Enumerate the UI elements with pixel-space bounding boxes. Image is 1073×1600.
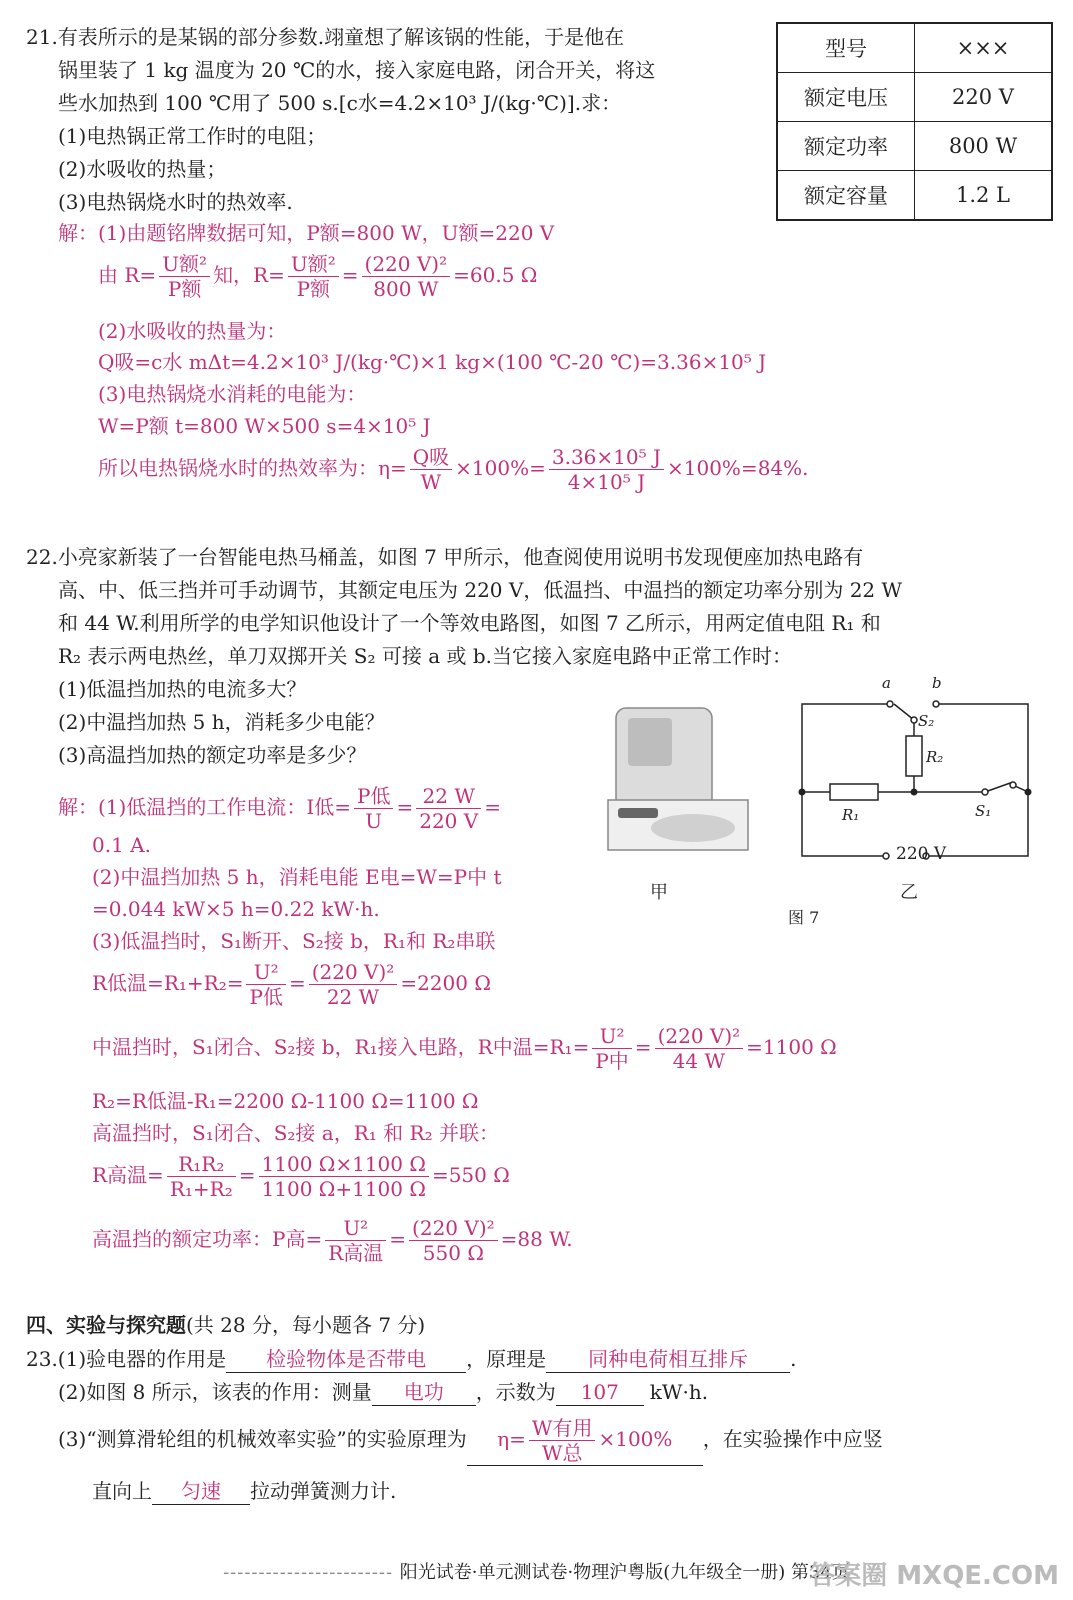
answer-blank: 电功 bbox=[372, 1379, 476, 1406]
voltage-label: 220 V bbox=[896, 844, 947, 864]
fraction-num: W有用 bbox=[529, 1416, 596, 1441]
table-cell: 额定电压 bbox=[777, 73, 915, 122]
q21-answer-1: 解：(1)由题铭牌数据可知，P额=800 W，U额=220 V bbox=[58, 221, 555, 245]
q21-line2: 锅里装了 1 kg 温度为 20 ℃的水，接入家庭电路，闭合开关，将这 bbox=[58, 58, 656, 82]
parameter-table bbox=[776, 22, 1053, 221]
text: = bbox=[396, 795, 414, 819]
table-cell: 1.2 L bbox=[915, 171, 1053, 221]
wire-left bbox=[802, 704, 890, 856]
fraction bbox=[410, 445, 452, 494]
text: 所以电热锅烧水时的热效率为：η= bbox=[98, 456, 407, 480]
text: = bbox=[341, 263, 359, 287]
fraction-num: Q吸 bbox=[410, 445, 452, 470]
label-a: a bbox=[882, 674, 891, 692]
q23-part4 bbox=[92, 1478, 396, 1505]
footer-text: 阳光试卷·单元测试卷·物理沪粤版(九年级全一册) 第34页 bbox=[399, 1562, 850, 1583]
fraction-num: (220 V)² bbox=[409, 1216, 498, 1241]
fraction-den: 800 W bbox=[373, 277, 439, 301]
section-note: (共 28 分，每小题各 7 分) bbox=[186, 1313, 426, 1337]
table-row bbox=[777, 23, 1052, 73]
table-cell: 额定容量 bbox=[777, 171, 915, 221]
table-cell: 型号 bbox=[777, 23, 915, 73]
s2-blade bbox=[894, 704, 914, 720]
terminal-a bbox=[887, 701, 893, 707]
text: kW·h. bbox=[649, 1380, 709, 1404]
table-cell: 220 V bbox=[915, 73, 1053, 122]
s1-contact bbox=[1010, 782, 1016, 788]
fraction-num: (220 V)² bbox=[362, 252, 451, 277]
q22-answer-7 bbox=[92, 1024, 837, 1073]
fraction-den: P额 bbox=[167, 277, 202, 301]
q22-answer-8: R₂=R低温-R₁=2200 Ω-1100 Ω=1100 Ω bbox=[92, 1089, 479, 1113]
table-row bbox=[777, 171, 1052, 221]
q23-part1 bbox=[26, 1346, 797, 1373]
fraction bbox=[167, 1152, 236, 1201]
terminal-b bbox=[933, 701, 939, 707]
q21-sub1: (1)电热锅正常工作时的电阻； bbox=[58, 124, 327, 148]
figure-label-jia: 甲 bbox=[650, 882, 668, 903]
q22-line3: 和 44 W.利用所学的电学知识他设计了一个等效电路图，如图 7 乙所示，用两定值电阻 R₁ 和 bbox=[58, 611, 881, 635]
q22-answer-10 bbox=[92, 1152, 510, 1201]
resistor-r2 bbox=[906, 736, 922, 776]
q22-line4: R₂ 表示两电热丝，单刀双掷开关 S₂ 可接 a 或 b.当它接入家庭电路中正常工作时： bbox=[58, 644, 793, 668]
label-s1: S₁ bbox=[975, 802, 992, 820]
fraction bbox=[246, 960, 285, 1009]
fraction bbox=[309, 960, 398, 1009]
fraction-den: P低 bbox=[249, 985, 283, 1009]
s2-pivot bbox=[911, 717, 917, 723]
fraction-num: 1100 Ω×1100 Ω bbox=[259, 1152, 429, 1177]
answer-blank: 同种电荷相互排斥 bbox=[546, 1346, 790, 1373]
toilet-seat-photo bbox=[598, 700, 758, 855]
text: = bbox=[389, 1227, 407, 1251]
text: (3)“测算滑轮组的机械效率实验”的实验原理为 bbox=[58, 1427, 467, 1451]
label-s2: S₂ bbox=[918, 712, 935, 730]
text: ×100%= bbox=[455, 456, 546, 480]
fraction-den: 550 Ω bbox=[422, 1241, 484, 1265]
label-r2: R₂ bbox=[926, 748, 944, 766]
fraction-den: W总 bbox=[541, 1441, 583, 1465]
footer-rule: ------------------------ bbox=[223, 1562, 400, 1583]
text: 23.(1)验电器的作用是 bbox=[26, 1347, 227, 1371]
s1-pivot bbox=[982, 789, 988, 795]
q21-sub2: (2)水吸收的热量； bbox=[58, 157, 227, 181]
fraction-den: P额 bbox=[296, 277, 331, 301]
fraction-num: U额² bbox=[159, 252, 210, 277]
fraction-den: 1100 Ω+1100 Ω bbox=[261, 1177, 426, 1201]
fraction bbox=[655, 1024, 744, 1073]
fraction-den: 44 W bbox=[672, 1049, 726, 1073]
fraction bbox=[416, 784, 481, 833]
text: =2200 Ω bbox=[400, 971, 491, 995]
fraction-num: U² bbox=[592, 1024, 631, 1049]
fraction bbox=[409, 1216, 498, 1265]
q21-answer-5: (3)电热锅烧水消耗的电能为： bbox=[98, 382, 367, 406]
control-bar bbox=[618, 808, 658, 818]
s1-blade bbox=[985, 782, 1013, 792]
q22-answer-9: 高温挡时，S₁闭合、S₂接 a，R₁ 和 R₂ 并联： bbox=[92, 1121, 499, 1145]
figure-label-yi: 乙 bbox=[900, 882, 918, 903]
watermark: 答案圈 MXQE.COM bbox=[809, 1561, 1059, 1591]
text: ×100%=84%. bbox=[667, 456, 809, 480]
junction-left bbox=[799, 789, 806, 796]
fraction-num: U额² bbox=[288, 252, 339, 277]
text: ，原理是 bbox=[466, 1347, 547, 1371]
q22-answer-5: (3)低温挡时，S₁断开、S₂接 b，R₁和 R₂串联 bbox=[92, 929, 496, 953]
table-cell: 额定功率 bbox=[777, 122, 915, 171]
fraction-den: W bbox=[420, 470, 442, 494]
label-b: b bbox=[932, 674, 942, 692]
text: 拉动弹簧测力计. bbox=[250, 1479, 397, 1503]
q22-answer-11 bbox=[92, 1216, 573, 1265]
q21-answer-7 bbox=[98, 445, 809, 494]
section-title: 四、实验与探究题 bbox=[26, 1313, 186, 1337]
q22-sub3: (3)高温挡加热的额定功率是多少？ bbox=[58, 743, 367, 767]
text: = bbox=[238, 1163, 256, 1187]
junction-mid bbox=[911, 789, 918, 796]
fraction bbox=[529, 1416, 596, 1465]
table-row bbox=[777, 73, 1052, 122]
answer-blank: 匀速 bbox=[152, 1478, 250, 1505]
text: η= bbox=[497, 1427, 526, 1451]
text: = bbox=[288, 971, 306, 995]
text: = bbox=[484, 795, 501, 819]
q21-answer-4: Q吸=c水 mΔt=4.2×10³ J/(kg·℃)×1 kg×(100 ℃-20 ℃)=3.36×10⁵ J bbox=[98, 350, 767, 374]
fraction bbox=[159, 252, 210, 301]
fraction bbox=[362, 252, 451, 301]
q22-line1: 22.小亮家新装了一台智能电热马桶盖，如图 7 甲所示，他查阅使用说明书发现便座加热电路有 bbox=[26, 545, 864, 569]
text: ×100% bbox=[598, 1427, 673, 1451]
fraction bbox=[354, 784, 393, 833]
text: 解：(1)低温挡的工作电流：I低= bbox=[58, 795, 351, 819]
fraction-num: 3.36×10⁵ J bbox=[549, 445, 664, 470]
table-row bbox=[777, 122, 1052, 171]
q21-answer-2 bbox=[98, 252, 537, 301]
fraction-num: P低 bbox=[354, 784, 393, 809]
supply-left bbox=[883, 853, 889, 859]
q22-answer-3: (2)中温挡加热 5 h，消耗电能 E电=W=P中 t bbox=[92, 865, 502, 889]
fraction-num: R₁R₂ bbox=[167, 1152, 236, 1177]
q21-line1: 21.有表所示的是某锅的部分参数.翊童想了解该锅的性能，于是他在 bbox=[26, 25, 625, 49]
text: 高温挡的额定功率：P高= bbox=[92, 1227, 323, 1251]
fraction-den: R高温 bbox=[328, 1241, 384, 1265]
q23-part3 bbox=[58, 1416, 883, 1466]
fraction-den: 220 V bbox=[419, 809, 479, 833]
text: 直向上 bbox=[92, 1479, 152, 1503]
answer-blank: 检验物体是否带电 bbox=[226, 1346, 466, 1373]
text: 知，R= bbox=[213, 263, 285, 287]
fraction bbox=[325, 1216, 386, 1265]
text: ，在实验操作中应竖 bbox=[702, 1427, 883, 1451]
q22-sub2: (2)中温挡加热 5 h，消耗多少电能？ bbox=[58, 710, 385, 734]
text: . bbox=[790, 1347, 797, 1371]
fraction-num: (220 V)² bbox=[309, 960, 398, 985]
text: R低温=R₁+R₂= bbox=[92, 971, 244, 995]
answer-blank bbox=[467, 1416, 703, 1466]
seat-hole bbox=[651, 814, 735, 842]
text: (2)如图 8 所示，该表的作用：测量 bbox=[58, 1380, 372, 1404]
fraction-num: 22 W bbox=[416, 784, 481, 809]
text: =60.5 Ω bbox=[453, 263, 538, 287]
fraction-den: U bbox=[365, 809, 383, 833]
section-heading bbox=[26, 1312, 425, 1338]
label-r1: R₁ bbox=[842, 806, 860, 824]
q23-part2 bbox=[58, 1379, 708, 1406]
resistor-r1 bbox=[830, 784, 878, 800]
fraction bbox=[259, 1152, 429, 1201]
fraction-den: 4×10⁵ J bbox=[567, 470, 646, 494]
q22-answer-6 bbox=[92, 960, 491, 1009]
fraction-num: (220 V)² bbox=[655, 1024, 744, 1049]
q22-sub1: (1)低温挡加热的电流多大？ bbox=[58, 677, 307, 701]
fraction-num: U² bbox=[325, 1216, 386, 1241]
answer-blank: 107 bbox=[556, 1379, 644, 1406]
q21-answer-6: W=P额 t=800 W×500 s=4×10⁵ J bbox=[98, 414, 431, 438]
text: =1100 Ω bbox=[746, 1035, 837, 1059]
fraction-den: 22 W bbox=[326, 985, 380, 1009]
text: R高温= bbox=[92, 1163, 164, 1187]
table-cell: ××× bbox=[915, 23, 1053, 73]
fraction-den: R₁+R₂ bbox=[169, 1177, 233, 1201]
text: = bbox=[634, 1035, 652, 1059]
junction-right bbox=[1025, 789, 1032, 796]
figure-caption: 图 7 bbox=[788, 908, 820, 927]
wire-right bbox=[926, 704, 1028, 856]
fraction-num: U² bbox=[246, 960, 285, 985]
fraction bbox=[549, 445, 664, 494]
fraction bbox=[288, 252, 339, 301]
panel bbox=[628, 718, 672, 766]
text: 中温挡时，S₁闭合、S₂接 b，R₁接入电路，R中温=R₁= bbox=[92, 1035, 590, 1059]
text: =550 Ω bbox=[431, 1163, 510, 1187]
q22-answer-1 bbox=[58, 784, 501, 833]
q21-line3: 些水加热到 100 ℃用了 500 s.[c水=4.2×10³ J/(kg·℃)].求： bbox=[58, 91, 622, 115]
q22-answer-2: 0.1 A. bbox=[92, 833, 151, 857]
q21-sub3: (3)电热锅烧水时的热效率. bbox=[58, 190, 293, 214]
fraction-den: P中 bbox=[595, 1049, 629, 1073]
fraction bbox=[592, 1024, 631, 1073]
q21-answer-3: (2)水吸收的热量为： bbox=[98, 319, 287, 343]
q22-line2: 高、中、低三挡并可手动调节，其额定电压为 220 V，低温挡、中温挡的额定功率分别为 22 W bbox=[58, 578, 903, 602]
q22-answer-4: =0.044 kW×5 h=0.22 kW·h. bbox=[92, 897, 380, 921]
text: 由 R= bbox=[98, 263, 157, 287]
table-cell: 800 W bbox=[915, 122, 1053, 171]
text: ，示数为 bbox=[475, 1380, 556, 1404]
text: =88 W. bbox=[500, 1227, 573, 1251]
